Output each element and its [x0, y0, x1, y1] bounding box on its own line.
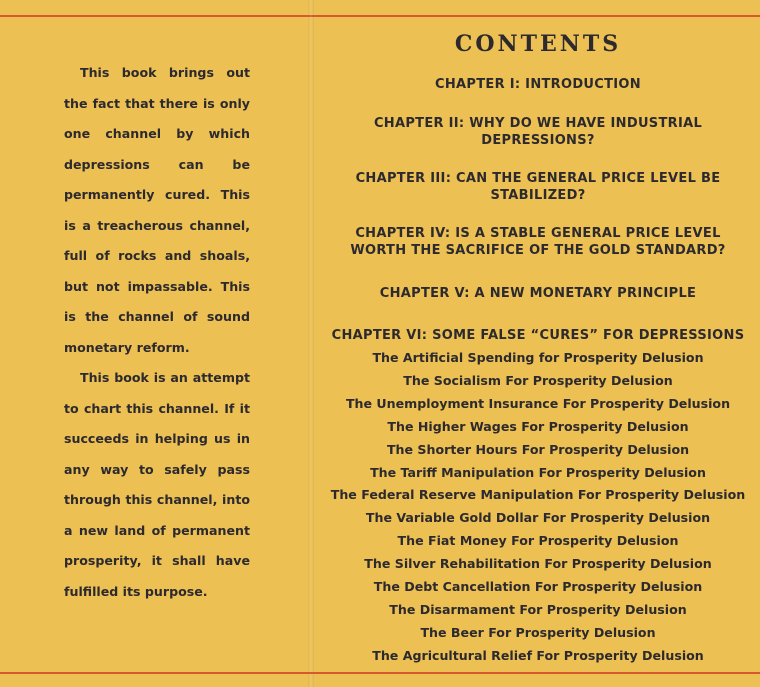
topic-item: The Silver Rehabilitation For Prosperity Delusion [364, 556, 712, 572]
jacket-blurb [64, 58, 250, 607]
topic-item: The Beer For Prosperity Delusion [420, 624, 656, 640]
topic-item: The Higher Wages For Prosperity Delusion [387, 418, 689, 434]
chapter-1-heading: CHAPTER I: INTRODUCTION [435, 77, 641, 92]
topic-item: The Disarmament For Prosperity Delusion [389, 601, 687, 617]
chapter-6-topics [318, 347, 758, 668]
topic-item: The Unemployment Insurance For Prosperity Delusion [345, 395, 731, 411]
chapter-5-heading: CHAPTER V: A NEW MONETARY PRINCIPLE [379, 286, 697, 301]
chapter-4-heading: CHAPTER IV: IS A STABLE GENERAL PRICE LEVEL WORTH THE SACRIFICE OF THE GOLD STANDARD? [350, 226, 726, 258]
topic-item: The Socialism For Prosperity Delusion [403, 372, 673, 388]
spine-fold [308, 0, 314, 687]
blurb-paragraph-1: This book brings out the fact that there is only one channel by which depressions can be permanently cured. This is a treacherous channel, full of rocks and shoals, but not impassable. This is the channel of sound monetary reform. [64, 65, 250, 355]
topic-item: The Fiat Money For Prosperity Delusion [397, 533, 679, 549]
topic-item: The Tariff Manipulation For Prosperity Delusion [370, 464, 706, 480]
topic-item: The Debt Cancellation For Prosperity Delusion [373, 579, 703, 595]
top-red-rule [0, 15, 760, 17]
topic-item: The Agricultural Relief For Prosperity Delusion [372, 647, 704, 663]
contents-title: CONTENTS [454, 31, 622, 57]
chapter-3-heading: CHAPTER III: CAN THE GENERAL PRICE LEVEL BE STABILIZED? [355, 171, 721, 203]
topic-item: The Variable Gold Dollar For Prosperity Delusion [365, 510, 711, 526]
topic-item: The Artificial Spending for Prosperity Delusion [372, 350, 704, 365]
contents-panel [318, 28, 758, 668]
chapter-6-heading: CHAPTER VI: SOME FALSE “CURES” FOR DEPRESSIONS [331, 328, 745, 343]
topic-item: The Shorter Hours For Prosperity Delusion [386, 441, 690, 457]
blurb-paragraph-2: This book is an attempt to chart this channel. If it succeeds in helping us in any way to safely pass through this channel, into a new land of permanent prosperity, it shall have fulfilled its purpose. [64, 370, 250, 599]
bottom-red-rule [0, 672, 760, 674]
chapter-2-heading: CHAPTER II: WHY DO WE HAVE INDUSTRIAL DEPRESSIONS? [373, 116, 703, 148]
topic-item: The Federal Reserve Manipulation For Prosperity Delusion [330, 487, 746, 503]
